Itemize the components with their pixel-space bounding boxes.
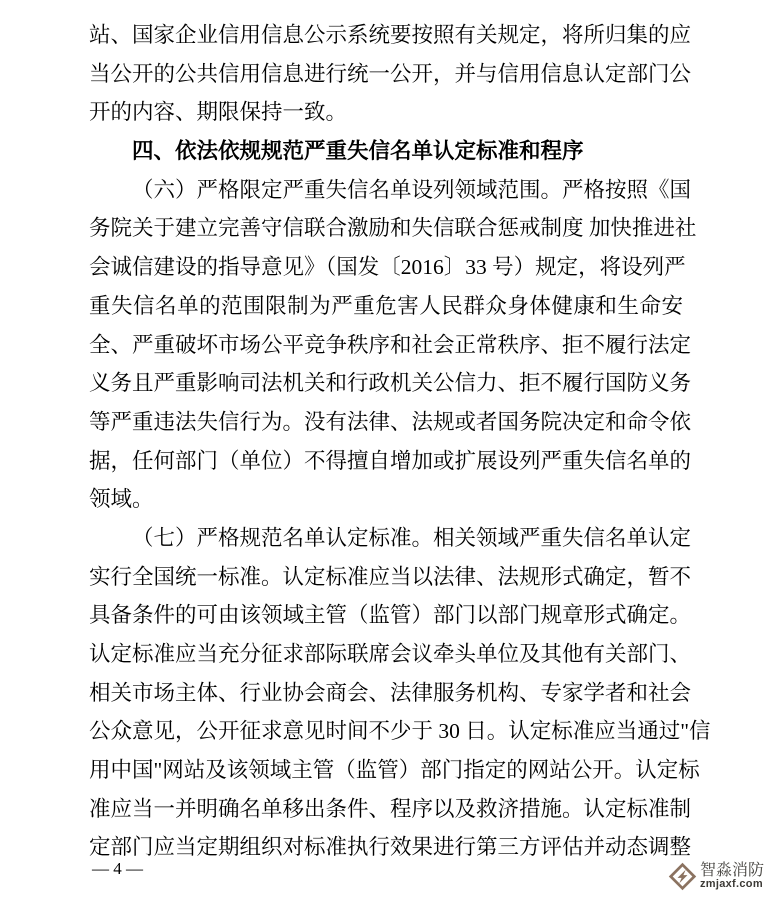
text-line: （六）严格限定严重失信名单设列领域范围。严格按照《国: [132, 177, 692, 202]
diamond-zigzag-logo: [668, 861, 697, 892]
text-line: 据，任何部门（单位）不得擅自增加或扩展设列严重失信名单的: [89, 448, 692, 473]
text-line: 认定标准应当充分征求部际联席会议牵头单位及其他有关部门、: [89, 642, 692, 666]
watermark-brand: 智淼消防: [699, 861, 764, 879]
text-line: 重失信名单的范围限制为严重危害人民群众身体健康和生命安: [89, 293, 683, 318]
text-line: 当公开的公共信用信息进行统一公开，并与信用信息认定部门公: [89, 61, 692, 86]
text-line: 站、国家企业信用信息公示系统要按照有关规定，将所归集的应: [89, 23, 692, 47]
text-line: 相关市场主体、行业协会商会、法律服务机构、专家学者和社会: [89, 680, 692, 705]
text-line: 用中国"网站及该领域主管（监管）部门指定的网站公开。认定标: [89, 758, 700, 783]
document-body: [89, 16, 711, 867]
text-line: 会诚信建设的指导意见》（国发〔2016〕33 号）规定，将设列严: [89, 255, 686, 280]
text-line: 义务且严重影响司法机关和行政机关公信力、拒不履行国防义务: [89, 371, 692, 396]
text-line: 开的内容、期限保持一致。: [89, 100, 348, 125]
page-number: — 4 —: [92, 859, 143, 878]
text-line: 领域。: [89, 487, 154, 512]
text-line: 定部门应当定期组织对标准执行效果进行第三方评估并动态调整: [89, 835, 692, 860]
text-line: 准应当一并明确名单移出条件、程序以及救济措施。认定标准制: [89, 796, 692, 821]
watermark-domain: zmjaxf.com: [699, 878, 763, 891]
text-line: 全、严重破坏市场公平竞争秩序和社会正常秩序、拒不履行法定: [89, 332, 692, 357]
text-line: 等严重违法失信行为。没有法律、法规或者国务院决定和命令依: [89, 409, 692, 434]
text-line: 实行全国统一标准。认定标准应当以法律、法规形式确定，暂不: [89, 564, 692, 589]
section-heading: 四、依法依规规范严重失信名单认定标准和程序: [132, 139, 584, 164]
text-line: 公众意见，公开征求意见时间不少于 30 日。认定标准应当通过"信: [89, 719, 711, 744]
text-line: 具备条件的可由该领域主管（监管）部门以部门规章形式确定。: [89, 603, 692, 628]
text-line: 务院关于建立完善守信联合激励和失信联合惩戒制度 加快推进社: [89, 216, 697, 241]
text-line: （七）严格规范名单认定标准。相关领域严重失信名单认定: [132, 525, 692, 550]
watermark-text: [700, 863, 764, 891]
watermark: [668, 861, 764, 892]
